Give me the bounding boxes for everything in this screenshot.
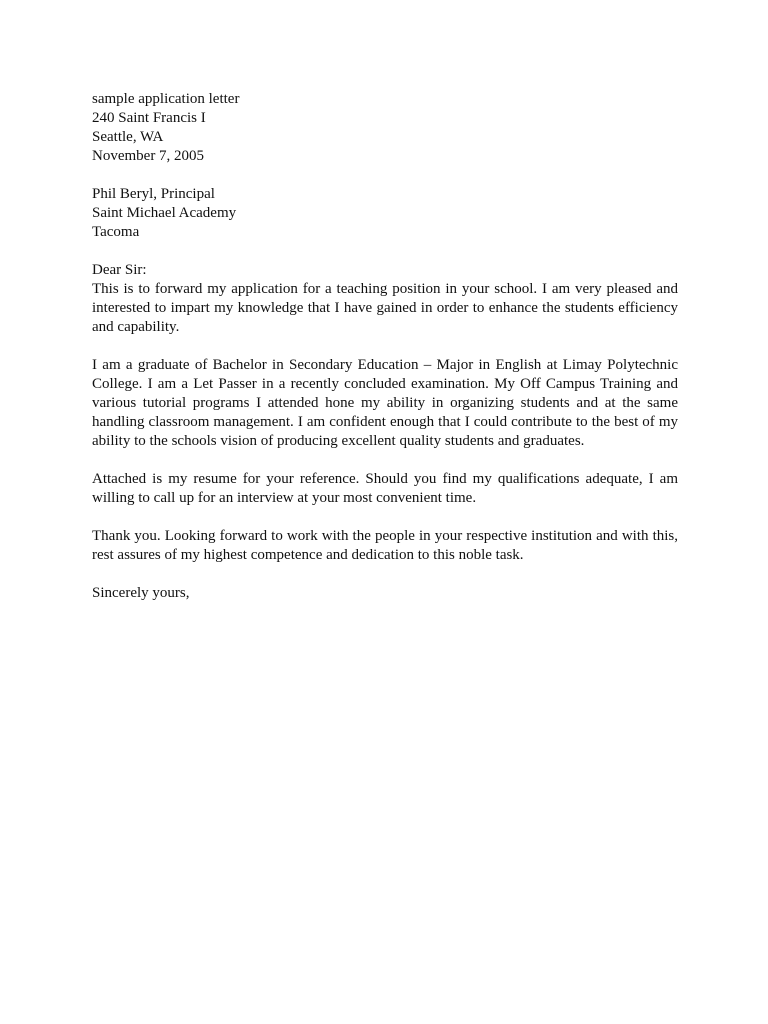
recipient-name: Phil Beryl, Principal [92, 186, 215, 202]
recipient-address-block [92, 185, 678, 242]
closing: Sincerely yours, [92, 585, 190, 601]
document-title: sample application letter [92, 91, 240, 107]
sender-address-block [92, 109, 678, 166]
sender-address-line-1: 240 Saint Francis I [92, 110, 206, 126]
sender-address-line-2: Seattle, WA [92, 129, 164, 145]
body-paragraph-1: This is to forward my application for a teaching position in your school. I am very pleased and interested to impart my knowledge that I have gained in order to enhance the students efficiency and capability. [92, 281, 678, 335]
salutation: Dear Sir: [92, 262, 147, 278]
body-paragraph-2: I am a graduate of Bachelor in Secondary Education – Major in English at Limay Polytechnic College. I am a Let Passer in a recently concluded examination. My Off Campus Training and various tutorial programs I attended hone my ability in organizing students and at the same handling classroom management. I am confident enough that I could contribute to the best of my ability to the schools vision of producing excellent quality students and graduates. [92, 357, 678, 449]
recipient-city: Tacoma [92, 224, 140, 240]
body-paragraph-4: Thank you. Looking forward to work with the people in your respective institution and with this, rest assures of my highest competence and dedication to this noble task. [92, 528, 678, 563]
body-paragraph-3: Attached is my resume for your reference. Should you find my qualifications adequate, I am willing to call up for an interview at your most convenient time. [92, 471, 678, 506]
letter-date: November 7, 2005 [92, 148, 205, 164]
recipient-organization: Saint Michael Academy [92, 205, 237, 221]
